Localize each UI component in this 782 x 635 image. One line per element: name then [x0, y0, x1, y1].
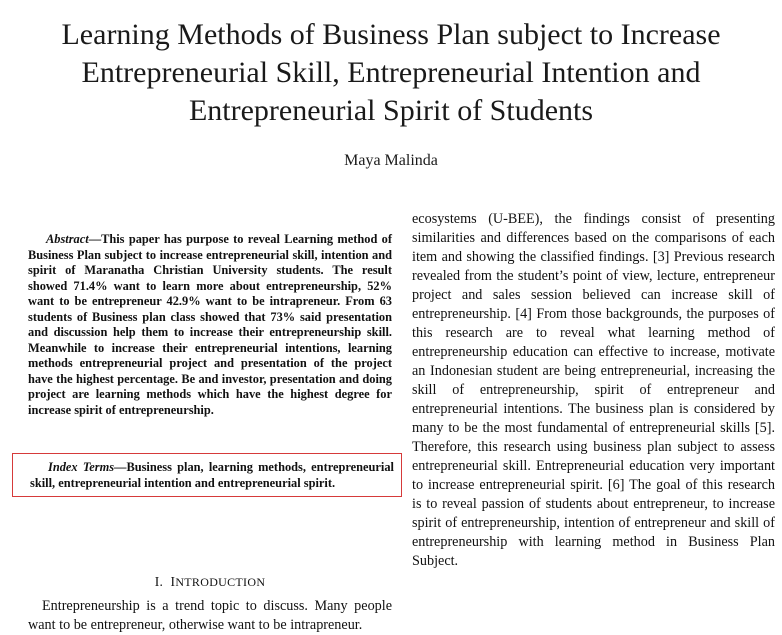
- title-line: Entrepreneurial Spirit of Students: [188, 94, 594, 127]
- title-line: Entrepreneurial Skill, Entrepreneurial Intention and: [81, 56, 701, 89]
- left-column: [28, 232, 392, 418]
- abstract: [28, 232, 392, 418]
- section-number: I.: [154, 574, 164, 589]
- author-name: Maya Malinda: [344, 152, 438, 169]
- right-column-paragraph: ecosystems (U-BEE), the findings consist of presenting similarities and differences based on the comparisons of each item and showing the classified findings. [3] Previous research revealed from the student’s point of view, lecture, entrepreneur project and sales session believed can increase skill of entrepreneurship. [4] From those backgrounds, the purposes of this research are to reveal what learning method of entrepreneurship education can effective to increase, motivate an Indonesian student are being entrepreneurial, increasing the skill of entrepreneurship, spirit of entrepreneur and entrepreneurial intentions. The business plan is considered by many to be the most fundamental of entrepreneurial skills [5]. Therefore, this research using business plan subject to assess entrepreneurial skill. Entrepreneurial education very important to increase entrepreneurial spirit. [6] The goal of this research is to reveal passion of students about entrepreneur, to increase spirit of entrepreneurship, intention of entrepreneur and skill of entrepreneurship with learning method in Business Plan Subject.: [412, 211, 775, 569]
- section-heading-introduction: [28, 574, 392, 590]
- index-terms-lead: Index Terms: [48, 460, 115, 474]
- intro-paragraph: Entrepreneurship is a trend topic to discuss. Many people want to be entrepreneur, otherwise want to be intrapreneur.: [28, 598, 392, 633]
- section-title-rest: NTRODUCTION: [175, 575, 266, 589]
- abstract-text: —This paper has purpose to reveal Learning method of Business Plan subject to increase entrepreneurial skill, intention and spirit of Maranatha Christian University students. The result showed 71.4% want to learn more about entrepreneurship, 52% want to be entrepreneur 42.9% want to be intrapreneur. From 63 students of Business plan class showed that 73% said presentation and discussion help them to increase their entrepreneurship skill. Meanwhile to increase their entrepreneurial intentions, learning methods entrepreneurial project and presentation of the project have the highest percentage. Be and investor, presentation and doing project are learning methods which have the highest degree for increase spirit of entrepreneurship.: [28, 232, 392, 417]
- title-line: Learning Methods of Business Plan subject to Increase: [61, 18, 721, 51]
- right-column: [412, 210, 775, 571]
- paper-title: [0, 16, 782, 130]
- section-initial: I: [170, 574, 176, 589]
- index-terms-text: —Business plan, learning methods, entrepreneurial skill, entrepreneurial intention and entrepreneurial spirit.: [30, 460, 394, 490]
- index-terms: [30, 460, 394, 491]
- abstract-lead: Abstract: [46, 232, 89, 246]
